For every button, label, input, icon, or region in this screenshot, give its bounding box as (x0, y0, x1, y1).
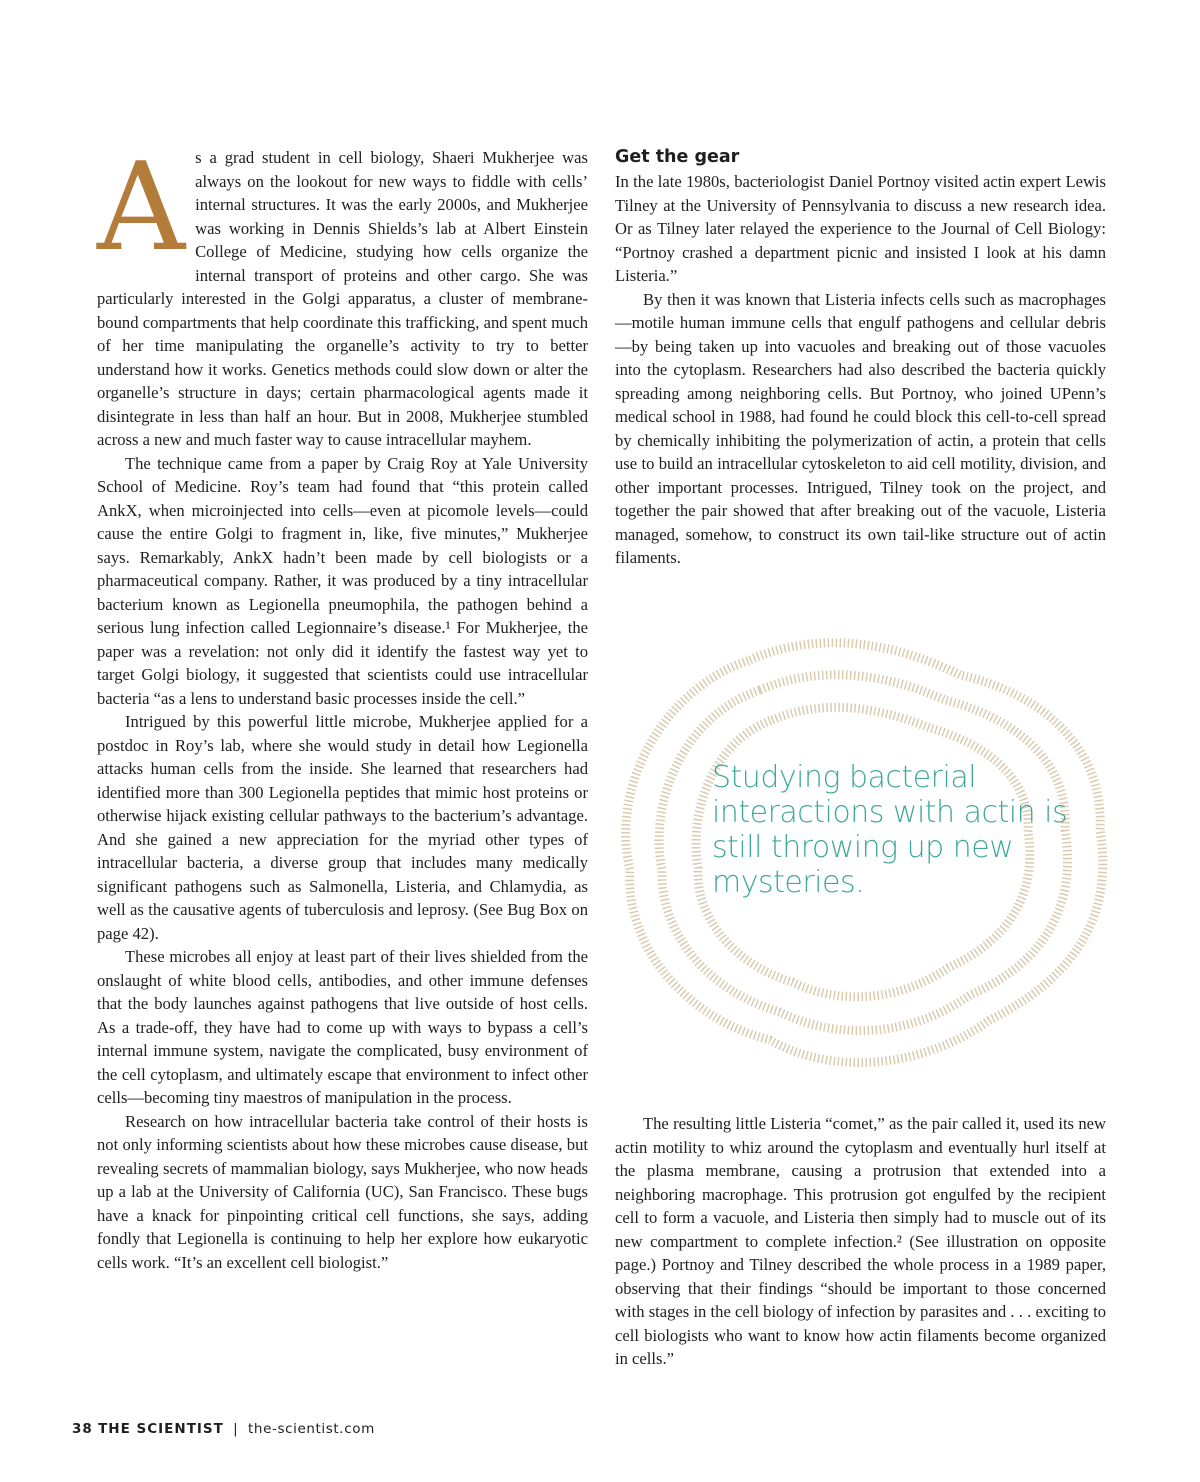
body-paragraph: Intrigued by this powerful little microbe, Mukherjee applied for a postdoc in Roy’s lab, where she would study in detail how Legionella attacks human cells from the inside. She learned that researchers had identified more than 300 Legionella peptides that mimic host proteins or otherwise hijack existing cellular pathways to the bacterium’s advantage. And she gained a new appreciation for the myriad other types of intracellular bacteria, a diverse group that includes many medically significant pathogens such as Salmonella, Listeria, and Chlamydia, as well as the causative agents of tuberculosis and leprosy. (See Bug Box on page 42). (97, 712, 588, 943)
website-link[interactable]: the-scientist.com (248, 1421, 375, 1437)
body-paragraph: Research on how intracellular bacteria take control of their hosts is not only informing scientists about how these microbes cause disease, but revealing secrets of mammalian biology, says Mukherjee, who now heads up a lab at the University of California (UC), San Francisco. These bugs have a knack for pinpointing critical cell functions, she says, adding fondly that Legionella is continuing to help her explore how eukaryotic cells work. “It’s an excellent cell biologist.” (97, 1111, 588, 1272)
body-paragraph: In the late 1980s, bacteriologist Daniel Portnoy visited actin expert Lewis Tilney at the University of Pennsylvania to discuss a new research idea. Or as Tilney later relayed the experience to the Journal of Cell Biology: “Portnoy crashed a department picnic and insisted I look at his damn Listeria.” (615, 172, 1106, 285)
page-footer (72, 1421, 375, 1437)
pull-quote: Studying bacterial interactions with actin is still throwing up new mysteries. (712, 760, 1068, 900)
body-paragraph: s a grad student in cell biology, Shaeri Mukherjee was always on the lookout for new ways to fiddle with cells’ internal structures. It was the early 2000s, and Mukherjee was working in Dennis Shields’s lab at Albert Einstein College of Medicine, studying how cells organize the internal transport of proteins and other cargo. She was particularly interested in the Golgi apparatus, a cluster of membrane-bound compartments that help coordinate this trafficking, and spent much of her time manipulating the organelle’s activity to try to better understand how it works. Genetics methods could slow down or alter the organelle’s structure in days; certain pharmacological agents made it disintegrate in less than half an hour. But in 2008, Mukherjee stumbled across a new and much faster way to cause intracellular mayhem. (97, 148, 588, 449)
body-paragraph: These microbes all enjoy at least part of their lives shielded from the onslaught of white blood cells, antibodies, and other immune defenses that the body launches against pathogens that live outside of host cells. As a trade-off, they have had to come up with ways to bypass a cell’s internal immune system, navigate the complicated, busy environment of the cell cytoplasm, and ultimately escape that environment to infect other cells—becoming tiny maestros of manipulation in the process. (97, 947, 588, 1107)
body-paragraph: The technique came from a paper by Craig Roy at Yale University School of Medicine. Roy’s team had found that “this protein called AnkX, when microinjected into cells—even at picomole levels—could cause the entire Golgi to fragment in, like, five minutes,” Mukherjee says. Remarkably, AnkX hadn’t been made by cell biologists or a pharmaceutical company. Rather, it was produced by a tiny intracellular bacterium known as Legionella pneumophila, the pathogen behind a serious lung infection called Legionnaire’s disease.¹ For Mukherjee, the paper was a revelation: not only did it identify the fastest way yet to target Golgi biology, it suggested that scientists could use intracellular bacteria “as a lens to understand basic processes inside the cell.” (97, 453, 588, 708)
right-column (615, 146, 1106, 570)
left-column (97, 136, 588, 1274)
page-number: 38 (72, 1421, 93, 1437)
section-heading: Get the gear (615, 147, 740, 167)
body-paragraph: By then it was known that Listeria infects cells such as macrophages—motile human immune cells that engulf pathogens and cellular debris—by being taken up into vacuoles and breaking out of those vacuoles into the cytoplasm. Researchers had also described the bacteria quickly spreading among neighboring cells. But Portnoy, who joined UPenn’s medical school in 1988, had found he could block this cell-to-cell spread by chemically inhibiting the polymerization of actin, a protein that cells use to build an intracellular cytoskeleton to aid cell motility, division, and other important processes. Intrigued, Tilney took on the project, and together the pair showed that after breaking out of the vacuole, Listeria managed, somehow, to construct its own tail-like structure out of actin filaments. (615, 289, 1106, 567)
drop-cap: A (97, 136, 186, 278)
magazine-name: THE SCIENTIST (98, 1421, 224, 1437)
body-paragraph: The resulting little Listeria “comet,” as the pair called it, used its new actin motility to whiz around the cytoplasm and eventually hurl itself at the plasma membrane, causing a protrusion that extended into a neighboring macrophage. This protrusion got engulfed by the recipient cell to form a vacuole, and Listeria then simply had to muscle out of its new compartment to complete infection.² (See illustration on opposite page.) Portnoy and Tilney described the whole process in a 1989 paper, observing that their findings “should be important to those concerned with stages in the cell biology of infection by parasites and . . . exciting to cell biologists who want to know how actin filaments become organized in cells.” (615, 1114, 1106, 1368)
footer-separator: | (233, 1421, 239, 1437)
right-column-continued (615, 1112, 1106, 1371)
